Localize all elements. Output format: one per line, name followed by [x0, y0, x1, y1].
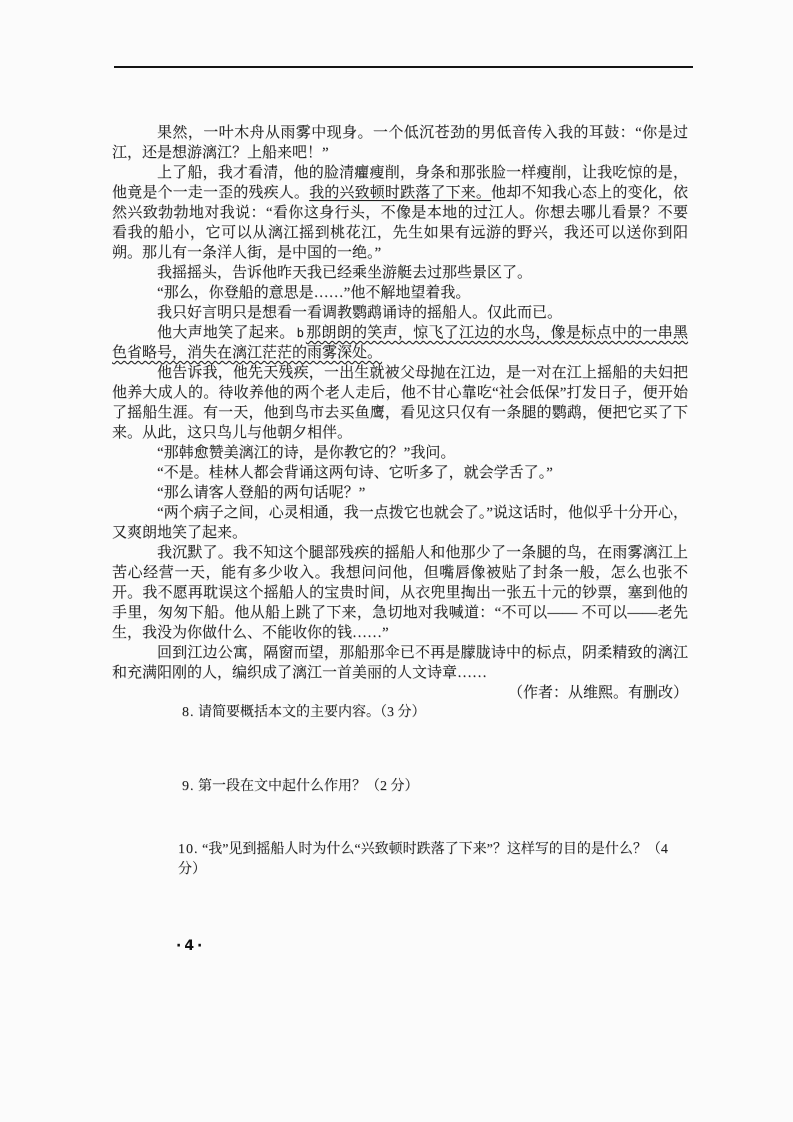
- wavy-underlined-phrase: 那朗朗的笑声，惊飞了江边的水鸟，像是标点中的一串黑色省略号，消失在漓江茫茫的雨雾深处。: [112, 325, 688, 361]
- question-9-number: 9.: [182, 779, 195, 794]
- stray-mark: b: [296, 326, 304, 340]
- question-10-text: “我”见到摇船人时为什么“兴致顿时跌落了下来”？这样写的目的是什么？（4 分）: [178, 842, 668, 877]
- question-8: [112, 703, 688, 723]
- page-number: ·4·: [176, 938, 206, 954]
- question-8-number: 8.: [182, 705, 195, 720]
- reading-passage: [112, 123, 688, 880]
- paragraph-text: 他大声地笑了起来。: [157, 325, 295, 341]
- paragraph-dialogue-why-board: “那么，你登船的意思是……”他不解地望着我。: [157, 285, 471, 301]
- question-9: [112, 777, 688, 797]
- paragraph-laughter: [112, 323, 688, 363]
- question-8-text: 请简要概括本文的主要内容。（3 分）: [198, 705, 426, 720]
- paragraph-ending: 回到江边公寓，隔窗而望，那船那伞已不再是朦胧诗中的标点，阴柔精致的漓江和充满阳刚的人，编织成了漓江一首美丽的人文诗章……: [112, 645, 688, 681]
- paragraph-text: 他却不知我心态上的变化，依然兴致勃勃地对我说：“看你这身行头，不像是本地的过江人。你想去哪儿看景？不要看我的船小，它可以从漓江摇到桃花江，先生如果有远游的野兴，我还可以送你到阳朔。那儿有一条洋人街，是中国的一绝。”: [112, 185, 688, 261]
- paragraph-explain-purpose: 我只好言明只是想看一看调教鹦鹉诵诗的摇船人。仅此而已。: [157, 305, 563, 321]
- header-rule: [114, 66, 693, 68]
- question-10-number: 10.: [178, 842, 199, 857]
- paragraph-dialogue-hearts-linked: “两个病子之间，心灵相通，我一点拨它也就会了。”说这话时，他似乎十分开心，又爽朗地笑了起来。: [112, 505, 688, 541]
- paragraph-text: 上了船，我才看清，他的脸清癯瘦削，身条和那张脸一样瘦削，让我吃惊的是，他竟是个一走一歪的残疾人。: [112, 165, 688, 201]
- paragraph-dialogue-hanyu-poem: “那韩愈赞美漓江的诗，是你教它的？”我问。: [157, 445, 456, 461]
- paragraph-shake-head: 我摇摇头，告诉他昨天我已经乘坐游艇去过那些景区了。: [157, 265, 533, 281]
- paragraph-boarding: [112, 163, 688, 263]
- author-attribution: （作者：从维熙。有删改）: [507, 685, 688, 701]
- question-10: [112, 840, 688, 880]
- paragraph-boat-appears: 果然，一叶木舟从雨雾中现身。一个低沉苍劲的男低音传入我的耳鼓：“你是过江，还是想游漓江？上船来吧！”: [112, 125, 688, 161]
- paragraph-dialogue-two-sentences: “那么请客人登船的两句话呢？”: [157, 485, 366, 501]
- paragraph-silence-money: 我沉默了。我不知这个腿部残疾的摇船人和他那少了一条腿的鸟，在雨雾漓江上苦心经营一天，能有多少收入。我想问问他，但嘴唇像被贴了封条一般，怎么也张不开。我不愿再耽误这个摇船人的宝贵时间，从衣兜里掏出一张五十元的钞票，塞到他的手里，匆匆下船。他从船上跳了下来，急切地对我喊道：“不可以—— 不可以——老先生，我没为你做什么、不能收你的钱……”: [112, 545, 688, 641]
- underlined-phrase: 我的兴致顿时跌落了下来。: [309, 185, 492, 201]
- paragraph-life-story: 他告诉我，他先天残疾，一出生就被父母抛在江边，是一对在江上摇船的夫妇把他养大成人的。待收养他的两个老人走后，他不甘心靠吃“社会低保”打发日子，便开始了摇船生涯。有一天，他到鸟市去买鱼鹰，看见这只仅有一条腿的鹦鹉，便把它买了下来。从此，这只鸟儿与他朝夕相伴。: [112, 365, 688, 441]
- paragraph-dialogue-not-me: “不是。桂林人都会背诵这两句诗、它听多了，就会学舌了。”: [157, 465, 553, 481]
- question-9-text: 第一段在文中起什么作用？（2 分）: [198, 779, 419, 794]
